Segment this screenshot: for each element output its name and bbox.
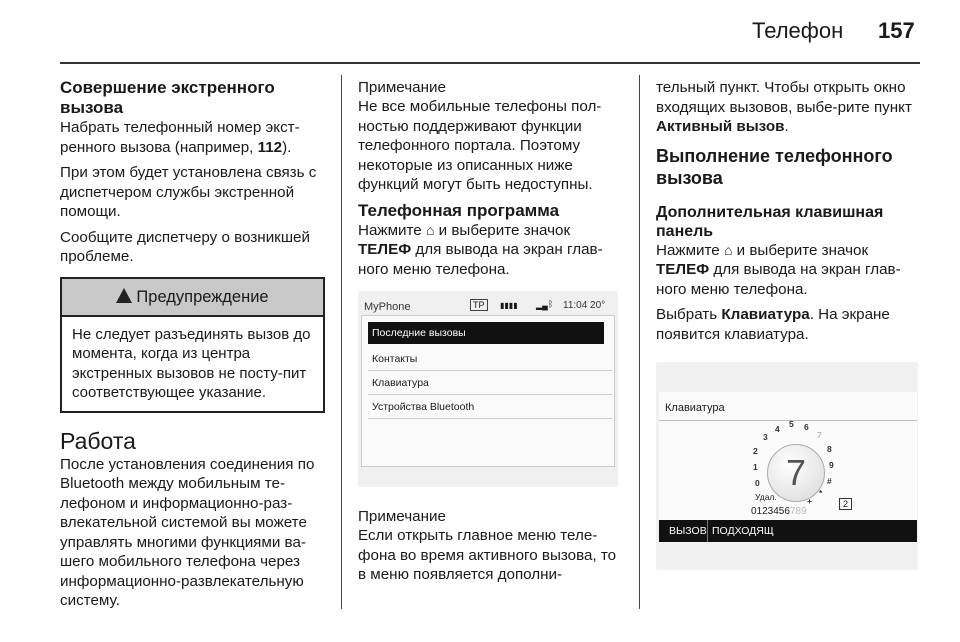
digit-2[interactable]: 2 (753, 446, 758, 456)
menu-item-keypad[interactable]: Клавиатура (368, 372, 612, 395)
column-divider-2 (639, 75, 640, 609)
dial-wheel[interactable]: 7 (767, 444, 825, 502)
column-divider-1 (341, 75, 342, 609)
paragraph-select-keypad: Выбрать Клавиатура. На экране появится клавиатура. (656, 306, 890, 343)
call-button[interactable]: ВЫЗОВ (669, 525, 707, 537)
note-text: Не все мобильные телефоны пол-ностью поддерживают функции телефонного портала. Поэтому некоторые из описанных ниже функций могут быть недоступны. (358, 98, 602, 193)
paragraph-operation: После установления соединения по Bluetooth между мобильным те-лефоном и информационно-раз-влекательной системой вы можете управлять многими функциями ва-шего мобильного телефона через информационно-развлекательную систему. (60, 455, 315, 609)
bluetooth-icon: ᛒ (548, 299, 554, 309)
heading-operation: Работа (60, 427, 136, 454)
keypad-title-rule (659, 420, 917, 421)
digit-8[interactable]: 8 (827, 444, 832, 454)
digit-9[interactable]: 9 (829, 460, 834, 470)
warning-triangle-icon: ! (116, 288, 132, 303)
page-header-title: Телефон (752, 18, 844, 43)
paragraph-open-keypad: Нажмите ⌂ и выберите значок ТЕЛЕФ для вывода на экран глав-ного меню телефона. (656, 241, 901, 298)
page-badge: 2 (839, 498, 852, 510)
battery-icon: ▮▮▮▮ (500, 301, 518, 310)
delete-label[interactable]: Удал. (755, 492, 777, 502)
paragraph-dial-emergency: Набрать телефонный номер экст-ренного вызова (например, 112). (60, 119, 300, 156)
digit-0[interactable]: 0 (755, 478, 760, 488)
menu-item-bluetooth-devices[interactable]: Устройства Bluetooth (368, 396, 612, 419)
phone-menu-screenshot (358, 291, 618, 487)
digit-3[interactable]: 3 (763, 432, 768, 442)
digit-5[interactable]: 5 (789, 419, 794, 429)
warning-header: ! Предупреждение (62, 279, 323, 317)
clock-readout: 11:04 20° (563, 300, 606, 311)
heading-make-call: Выполнение телефонного вызова (656, 145, 893, 188)
home-icon: ⌂ (425, 221, 435, 238)
digit-plus[interactable]: + (807, 496, 812, 506)
digit-hash[interactable]: # (827, 476, 832, 486)
menu-item-contacts[interactable]: Контакты (368, 348, 612, 371)
signal-icon: ▂▄ (536, 301, 548, 310)
column-3 (656, 78, 924, 570)
menu-frame (361, 315, 615, 467)
incoming-button[interactable]: ПОДХОДЯЩ (707, 520, 774, 542)
heading-emergency-call: Совершение экстренного вызова (60, 78, 275, 117)
digit-1[interactable]: 1 (753, 462, 758, 472)
keypad-screenshot (656, 362, 918, 570)
column-2 (358, 78, 626, 591)
warning-box (60, 277, 325, 413)
note-title-2: Примечание (358, 508, 446, 525)
home-icon-2: ⌂ (723, 241, 733, 258)
heading-keypad: Дополнительная клавишная панель (656, 203, 884, 240)
note-title: Примечание (358, 79, 446, 96)
paragraph-open-phone: Нажмите ⌂ и выберите значок ТЕЛЕФ для вывода на экран глав-ного меню телефона. (358, 221, 603, 278)
paragraph-active-call: тельный пункт. Чтобы открыть окно входящих вызовов, выбе-рите пункт Активный вызов. (656, 79, 912, 135)
keypad-action-bar (659, 520, 917, 542)
device-name: MyPhone (364, 301, 411, 313)
warning-text: Не следует разъединять вызов до момента, когда из центра экстренных вызовов не посту-пит соответствующее указание. (72, 325, 311, 401)
digit-7[interactable]: 7 (817, 430, 822, 440)
dialed-number: 0123456789 (751, 506, 807, 517)
header-rule (60, 62, 920, 64)
paragraph-connection: При этом будет установлена связь с диспетчером службы экстренной помощи. (60, 164, 317, 220)
page-number: 157 (878, 18, 915, 43)
column-1 (60, 78, 325, 617)
digit-6[interactable]: 6 (804, 422, 809, 432)
digit-4[interactable]: 4 (775, 424, 780, 434)
paragraph-inform: Сообщите диспетчеру о возникшей проблеме. (60, 228, 310, 265)
digit-star[interactable]: * (819, 488, 823, 498)
tp-badge: TP (470, 299, 488, 311)
heading-phone-program: Телефонная программа (358, 200, 560, 220)
menu-item-recent-calls[interactable]: Последние вызовы (368, 322, 604, 344)
note-text-2: Если открыть главное меню теле-фона во время активного вызова, то в меню появляется дополни- (358, 527, 617, 583)
keypad-title: Клавиатура (665, 402, 725, 414)
